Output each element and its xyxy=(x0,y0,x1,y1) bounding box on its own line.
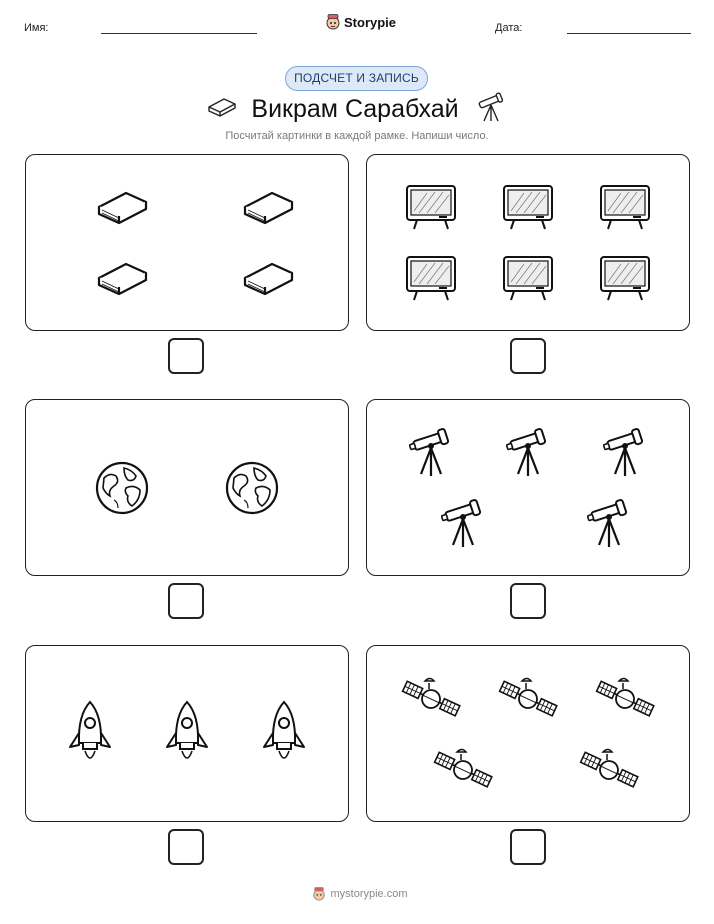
answer-box-rockets[interactable] xyxy=(168,829,204,865)
blackboard-icon xyxy=(599,254,651,307)
rocket-icon xyxy=(67,699,113,774)
book-icon xyxy=(93,256,151,305)
date-field[interactable] xyxy=(567,33,691,34)
telescope-icon xyxy=(409,426,453,483)
globe-icon xyxy=(224,460,280,521)
answer-box-satellites[interactable] xyxy=(510,829,546,865)
page-title: Викрам Сарабхай xyxy=(251,95,459,123)
name-label: Имя: xyxy=(24,22,49,34)
footer-url: mystorypie.com xyxy=(330,888,408,900)
telescope-icon xyxy=(476,91,506,123)
storypie-mascot-icon xyxy=(312,886,326,902)
answer-box-books[interactable] xyxy=(168,338,204,374)
satellite-icon xyxy=(401,675,461,726)
blackboard-icon xyxy=(405,183,457,236)
count-panel-satellites xyxy=(366,645,690,822)
rocket-icon xyxy=(164,699,210,774)
telescope-icon xyxy=(587,497,631,554)
satellite-icon xyxy=(595,675,655,726)
count-panel-globes xyxy=(25,399,349,576)
book-icon xyxy=(239,185,297,234)
telescope-icon xyxy=(441,497,485,554)
satellite-icon xyxy=(498,675,558,726)
book-icon xyxy=(239,256,297,305)
telescope-icon xyxy=(506,426,550,483)
satellite-icon xyxy=(579,746,639,797)
answer-box-globes[interactable] xyxy=(168,583,204,619)
brand-logo xyxy=(325,13,396,31)
footer xyxy=(300,886,420,902)
rocket-icon xyxy=(261,699,307,774)
brand-name: Storypie xyxy=(344,14,397,30)
answer-box-telescopes[interactable] xyxy=(510,583,546,619)
globe-icon xyxy=(94,460,150,521)
count-panel-books xyxy=(25,154,349,331)
book-icon xyxy=(93,185,151,234)
date-label: Дата: xyxy=(495,22,523,34)
storypie-mascot-icon xyxy=(325,13,341,31)
answer-box-blackboards[interactable] xyxy=(510,338,546,374)
blackboard-icon xyxy=(405,254,457,307)
satellite-icon xyxy=(433,746,493,797)
instructions: Посчитай картинки в каждой рамке. Напиши число. xyxy=(225,130,489,142)
telescope-icon xyxy=(603,426,647,483)
name-field[interactable] xyxy=(101,33,257,34)
blackboard-icon xyxy=(502,183,554,236)
worksheet-badge: ПОДСЧЕТ И ЗАПИСЬ xyxy=(285,66,428,91)
blackboard-icon xyxy=(599,183,651,236)
blackboard-icon xyxy=(502,254,554,307)
